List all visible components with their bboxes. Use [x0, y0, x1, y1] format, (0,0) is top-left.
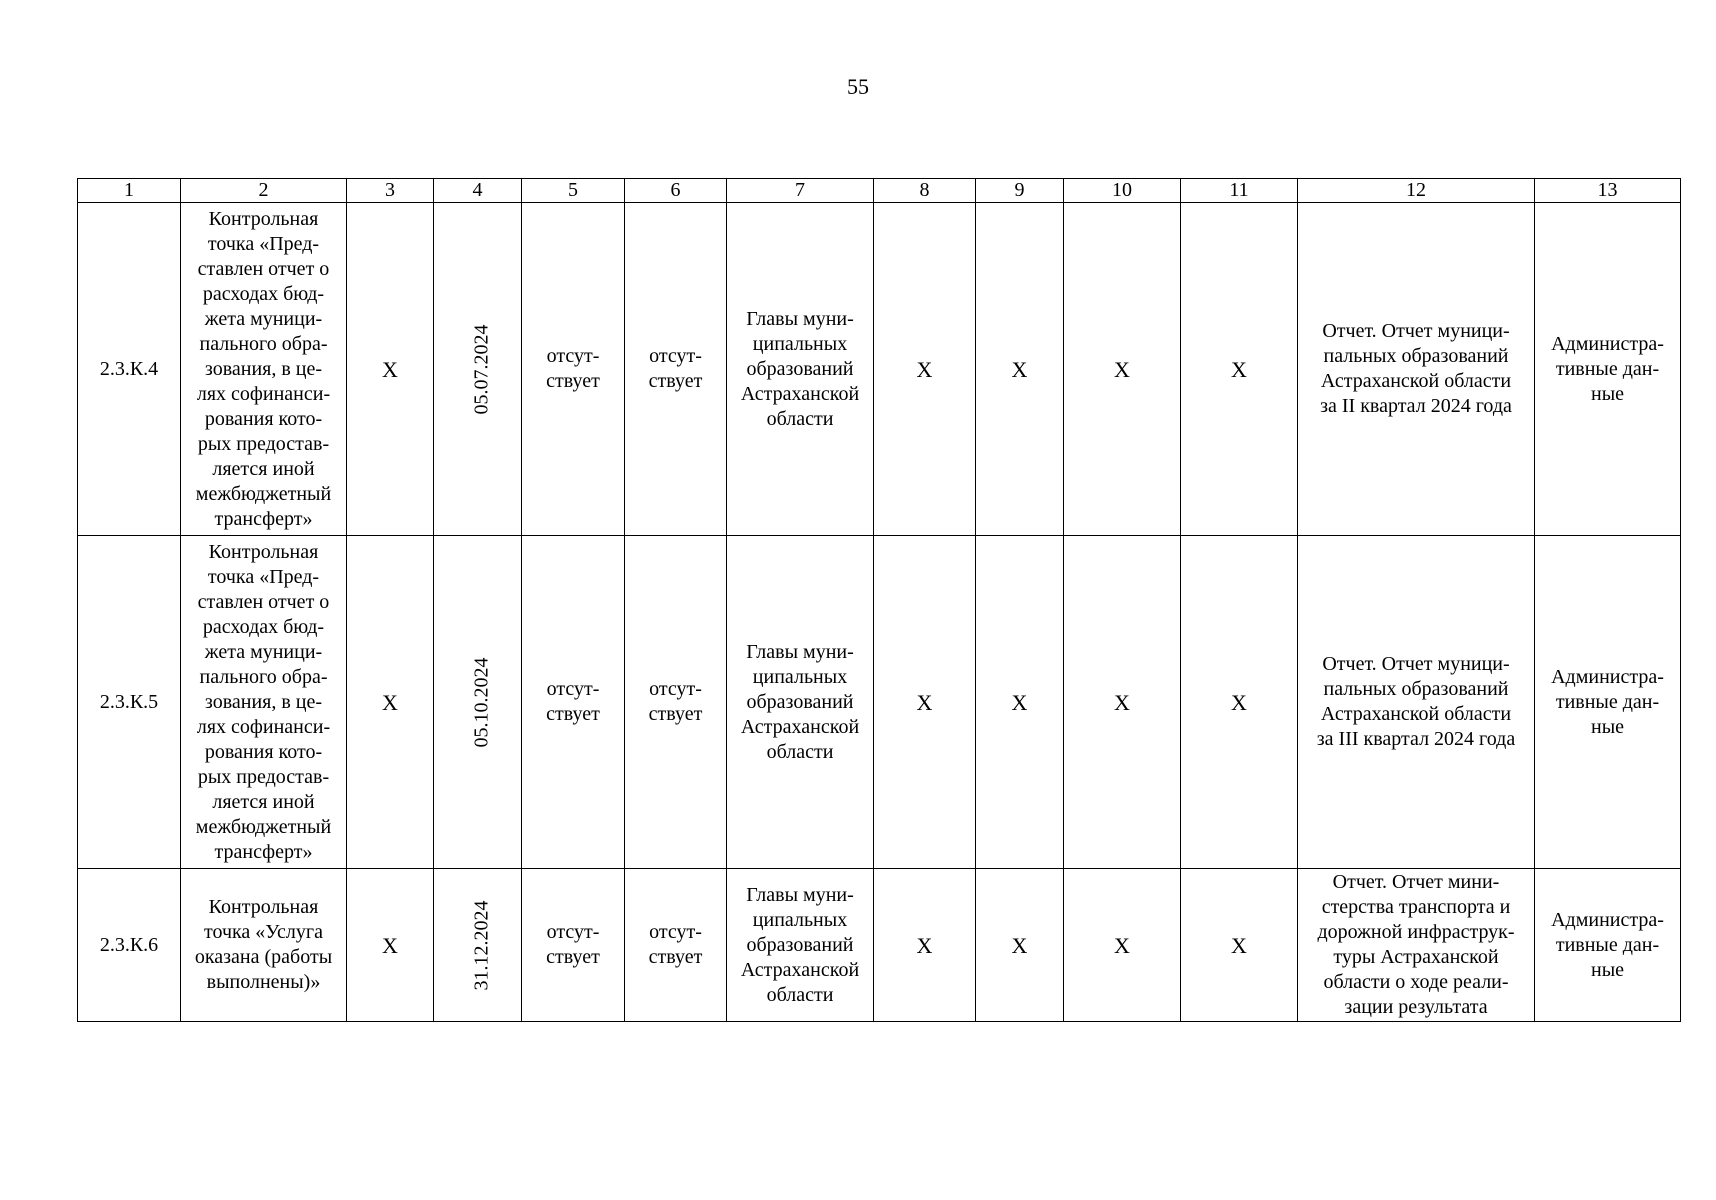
data-source-cell: Администра- тивные дан- ные [1535, 869, 1681, 1022]
x-mark: Х [976, 869, 1064, 1022]
table-row [78, 203, 1681, 536]
responsible-cell: Главы муни- ципальных образований Астраханской области [727, 203, 874, 536]
column-number-row [78, 179, 1681, 203]
page-number: 55 [847, 74, 869, 99]
date-cell [434, 203, 522, 536]
x-mark: Х [874, 536, 976, 869]
x-mark: Х [874, 869, 976, 1022]
column-header: 2 [181, 179, 347, 203]
data-source-cell: Администра- тивные дан- ные [1535, 203, 1681, 536]
responsible-cell: Главы муни- ципальных образований Астраханской области [727, 536, 874, 869]
x-mark: Х [1064, 203, 1181, 536]
x-mark: Х [347, 869, 434, 1022]
absent-cell: отсут- ствует [625, 536, 727, 869]
row-code: 2.3.К.4 [78, 203, 181, 536]
column-header: 7 [727, 179, 874, 203]
row-description: Контрольная точка «Пред- ставлен отчет о расходах бюд- жета муници- пального обра- зования, в це- лях софинанси- рования кото- рых предостав- ляется иной межбюджетный трансферт» [181, 203, 347, 536]
row-date: 05.10.2024 [470, 657, 493, 747]
x-mark: Х [1181, 869, 1298, 1022]
report-document-cell: Отчет. Отчет муници- пальных образований Астраханской области за II квартал 2024 года [1298, 203, 1535, 536]
absent-cell: отсут- ствует [625, 869, 727, 1022]
date-cell [434, 869, 522, 1022]
row-description: Контрольная точка «Услуга оказана (работы выполнены)» [181, 869, 347, 1022]
x-mark: Х [874, 203, 976, 536]
table-row [78, 869, 1681, 1022]
x-mark: Х [1181, 203, 1298, 536]
absent-cell: отсут- ствует [522, 869, 625, 1022]
absent-cell: отсут- ствует [625, 203, 727, 536]
absent-cell: отсут- ствует [522, 203, 625, 536]
column-header: 10 [1064, 179, 1181, 203]
x-mark: Х [347, 203, 434, 536]
x-mark: Х [1181, 536, 1298, 869]
x-mark: Х [976, 203, 1064, 536]
report-document-cell: Отчет. Отчет мини- стерства транспорта и дорожной инфраструк- туры Астраханской области о ходе реали- зации результата [1298, 869, 1535, 1022]
column-header: 6 [625, 179, 727, 203]
row-date: 31.12.2024 [470, 900, 493, 990]
row-code: 2.3.К.6 [78, 869, 181, 1022]
column-header: 4 [434, 179, 522, 203]
column-header: 5 [522, 179, 625, 203]
table-row [78, 536, 1681, 869]
column-header: 11 [1181, 179, 1298, 203]
x-mark: Х [347, 536, 434, 869]
x-mark: Х [1064, 869, 1181, 1022]
row-description: Контрольная точка «Пред- ставлен отчет о расходах бюд- жета муници- пального обра- зования, в це- лях софинанси- рования кото- рых предостав- ляется иной межбюджетный трансферт» [181, 536, 347, 869]
column-header: 1 [78, 179, 181, 203]
data-source-cell: Администра- тивные дан- ные [1535, 536, 1681, 869]
column-header: 12 [1298, 179, 1535, 203]
row-date: 05.07.2024 [470, 324, 493, 414]
column-header: 13 [1535, 179, 1681, 203]
responsible-cell: Главы муни- ципальных образований Астраханской области [727, 869, 874, 1022]
column-header: 9 [976, 179, 1064, 203]
control-points-table [77, 178, 1681, 1022]
x-mark: Х [976, 536, 1064, 869]
x-mark: Х [1064, 536, 1181, 869]
date-cell [434, 536, 522, 869]
row-code: 2.3.К.5 [78, 536, 181, 869]
column-header: 8 [874, 179, 976, 203]
report-document-cell: Отчет. Отчет муници- пальных образований Астраханской области за III квартал 2024 года [1298, 536, 1535, 869]
column-header: 3 [347, 179, 434, 203]
absent-cell: отсут- ствует [522, 536, 625, 869]
